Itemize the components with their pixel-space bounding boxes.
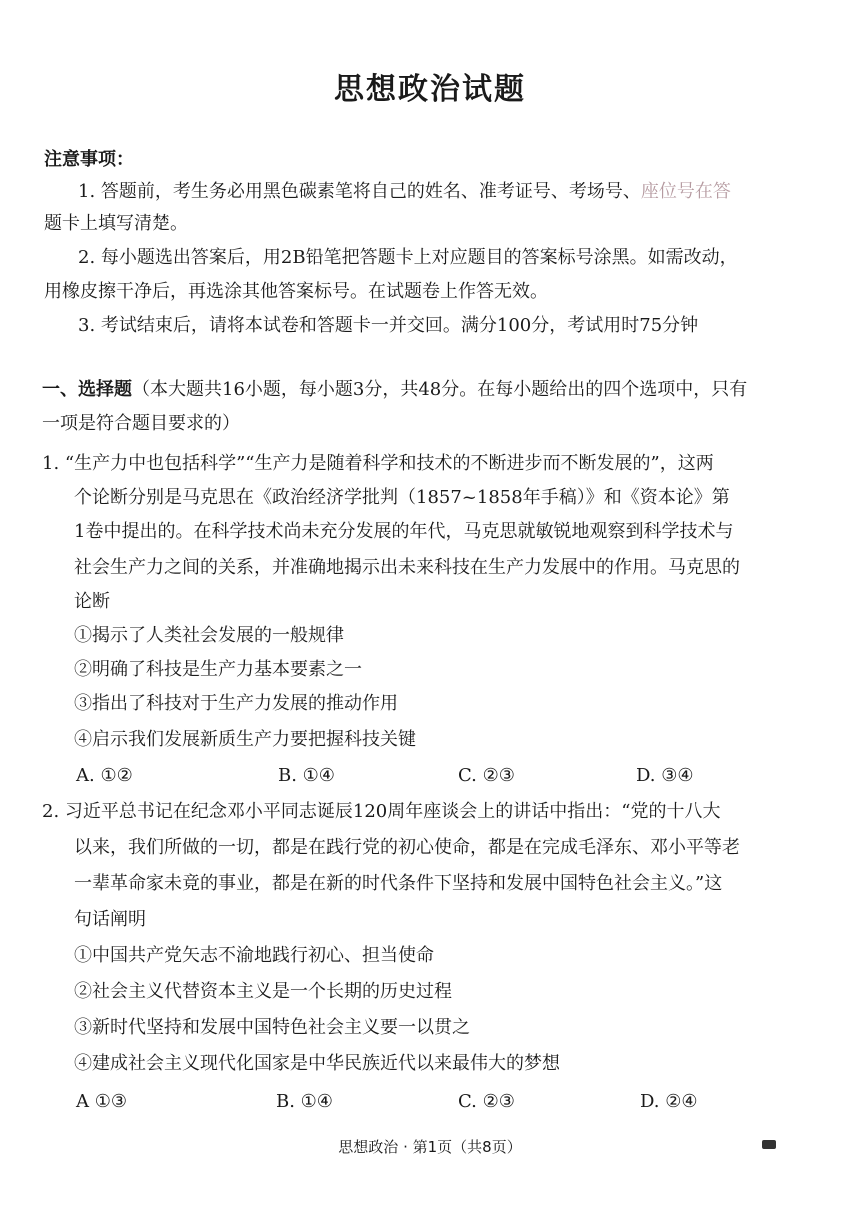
- q2-stem-line: 以来，我们所做的一切，都是在践行党的初心使命，都是在完成毛泽东、邓小平等老: [74, 837, 740, 858]
- q1-statement-2: ②明确了科技是生产力基本要素之一: [74, 659, 362, 680]
- page-footer: 思想政治 · 第1页（共8页）: [338, 1138, 522, 1156]
- q2-statement-4: ④建成社会主义现代化国家是中华民族近代以来最伟大的梦想: [74, 1053, 560, 1074]
- q1-option-a: A. ①②: [76, 765, 133, 786]
- q1-stem-line: 个论断分别是马克思在《政治经济学批判（1857~1858年手稿）》和《资本论》第: [74, 487, 730, 508]
- q1-stem-line: 1. “生产力中也包括科学”“生产力是随着科学和技术的不断进步而不断发展的”，这两: [42, 453, 714, 474]
- q2-stem-line: 句话阐明: [74, 909, 146, 930]
- notice-item-3: 3. 考试结束后，请将本试卷和答题卡一并交回。满分100分，考试用时75分钟: [78, 315, 699, 336]
- notice-item-1-cont: 题卡上填写清楚。: [44, 213, 188, 234]
- section-title: 一、选择题: [42, 379, 132, 400]
- notice-item-1: [78, 180, 731, 204]
- q1-statement-4: ④启示我们发展新质生产力要把握科技关键: [74, 729, 416, 750]
- q2-statement-2: ②社会主义代替资本主义是一个长期的历史过程: [74, 981, 452, 1002]
- q2-stem-line: 2. 习近平总书记在纪念邓小平同志诞辰120周年座谈会上的讲话中指出：“党的十八大: [42, 801, 721, 822]
- notice-item-1-text: 1. 答题前，考生务必用黑色碳素笔将自己的姓名、准考证号、考场号、: [78, 181, 641, 202]
- section-heading: [42, 378, 747, 402]
- q2-option-c: C. ②③: [458, 1091, 515, 1112]
- q2-statement-1: ①中国共产党矢志不渝地践行初心、担当使命: [74, 945, 434, 966]
- notice-heading: 注意事项：: [44, 149, 134, 170]
- notice-item-2: 2. 每小题选出答案后，用2B铅笔把答题卡上对应题目的答案标号涂黑。如需改动，: [78, 247, 738, 268]
- q1-statement-1: ①揭示了人类社会发展的一般规律: [74, 625, 344, 646]
- q2-statement-3: ③新时代坚持和发展中国特色社会主义要一以贯之: [74, 1017, 470, 1038]
- q2-stem-line: 一辈革命家未竟的事业，都是在新的时代条件下坚持和发展中国特色社会主义。”这: [74, 873, 723, 894]
- q2-option-a: A ①③: [76, 1091, 127, 1112]
- page-title: 思想政治试题: [334, 72, 526, 107]
- q1-stem-line: 社会生产力之间的关系，并准确地揭示出未来科技在生产力发展中的作用。马克思的: [74, 557, 740, 578]
- notice-item-1-faded: 座位号在答: [640, 181, 731, 202]
- notice-item-2-cont: 用橡皮擦干净后，再选涂其他答案标号。在试题卷上作答无效。: [44, 281, 548, 302]
- q1-stem-line: 1卷中提出的。在科学技术尚未充分发展的年代，马克思就敏锐地观察到科学技术与: [74, 521, 734, 542]
- section-desc: （本大题共16小题，每小题3分，共48分。在每小题给出的四个选项中，只有: [132, 379, 748, 400]
- q1-statement-3: ③指出了科技对于生产力发展的推动作用: [74, 693, 398, 714]
- q2-option-d: D. ②④: [640, 1091, 698, 1112]
- section-desc-cont: 一项是符合题目要求的）: [42, 413, 240, 434]
- q1-option-c: C. ②③: [458, 765, 515, 786]
- q1-option-b: B. ①④: [278, 765, 335, 786]
- q1-stem-line: 论断: [74, 591, 110, 612]
- scan-mark-icon: [762, 1140, 776, 1149]
- q2-option-b: B. ①④: [276, 1091, 333, 1112]
- q1-option-d: D. ③④: [636, 765, 694, 786]
